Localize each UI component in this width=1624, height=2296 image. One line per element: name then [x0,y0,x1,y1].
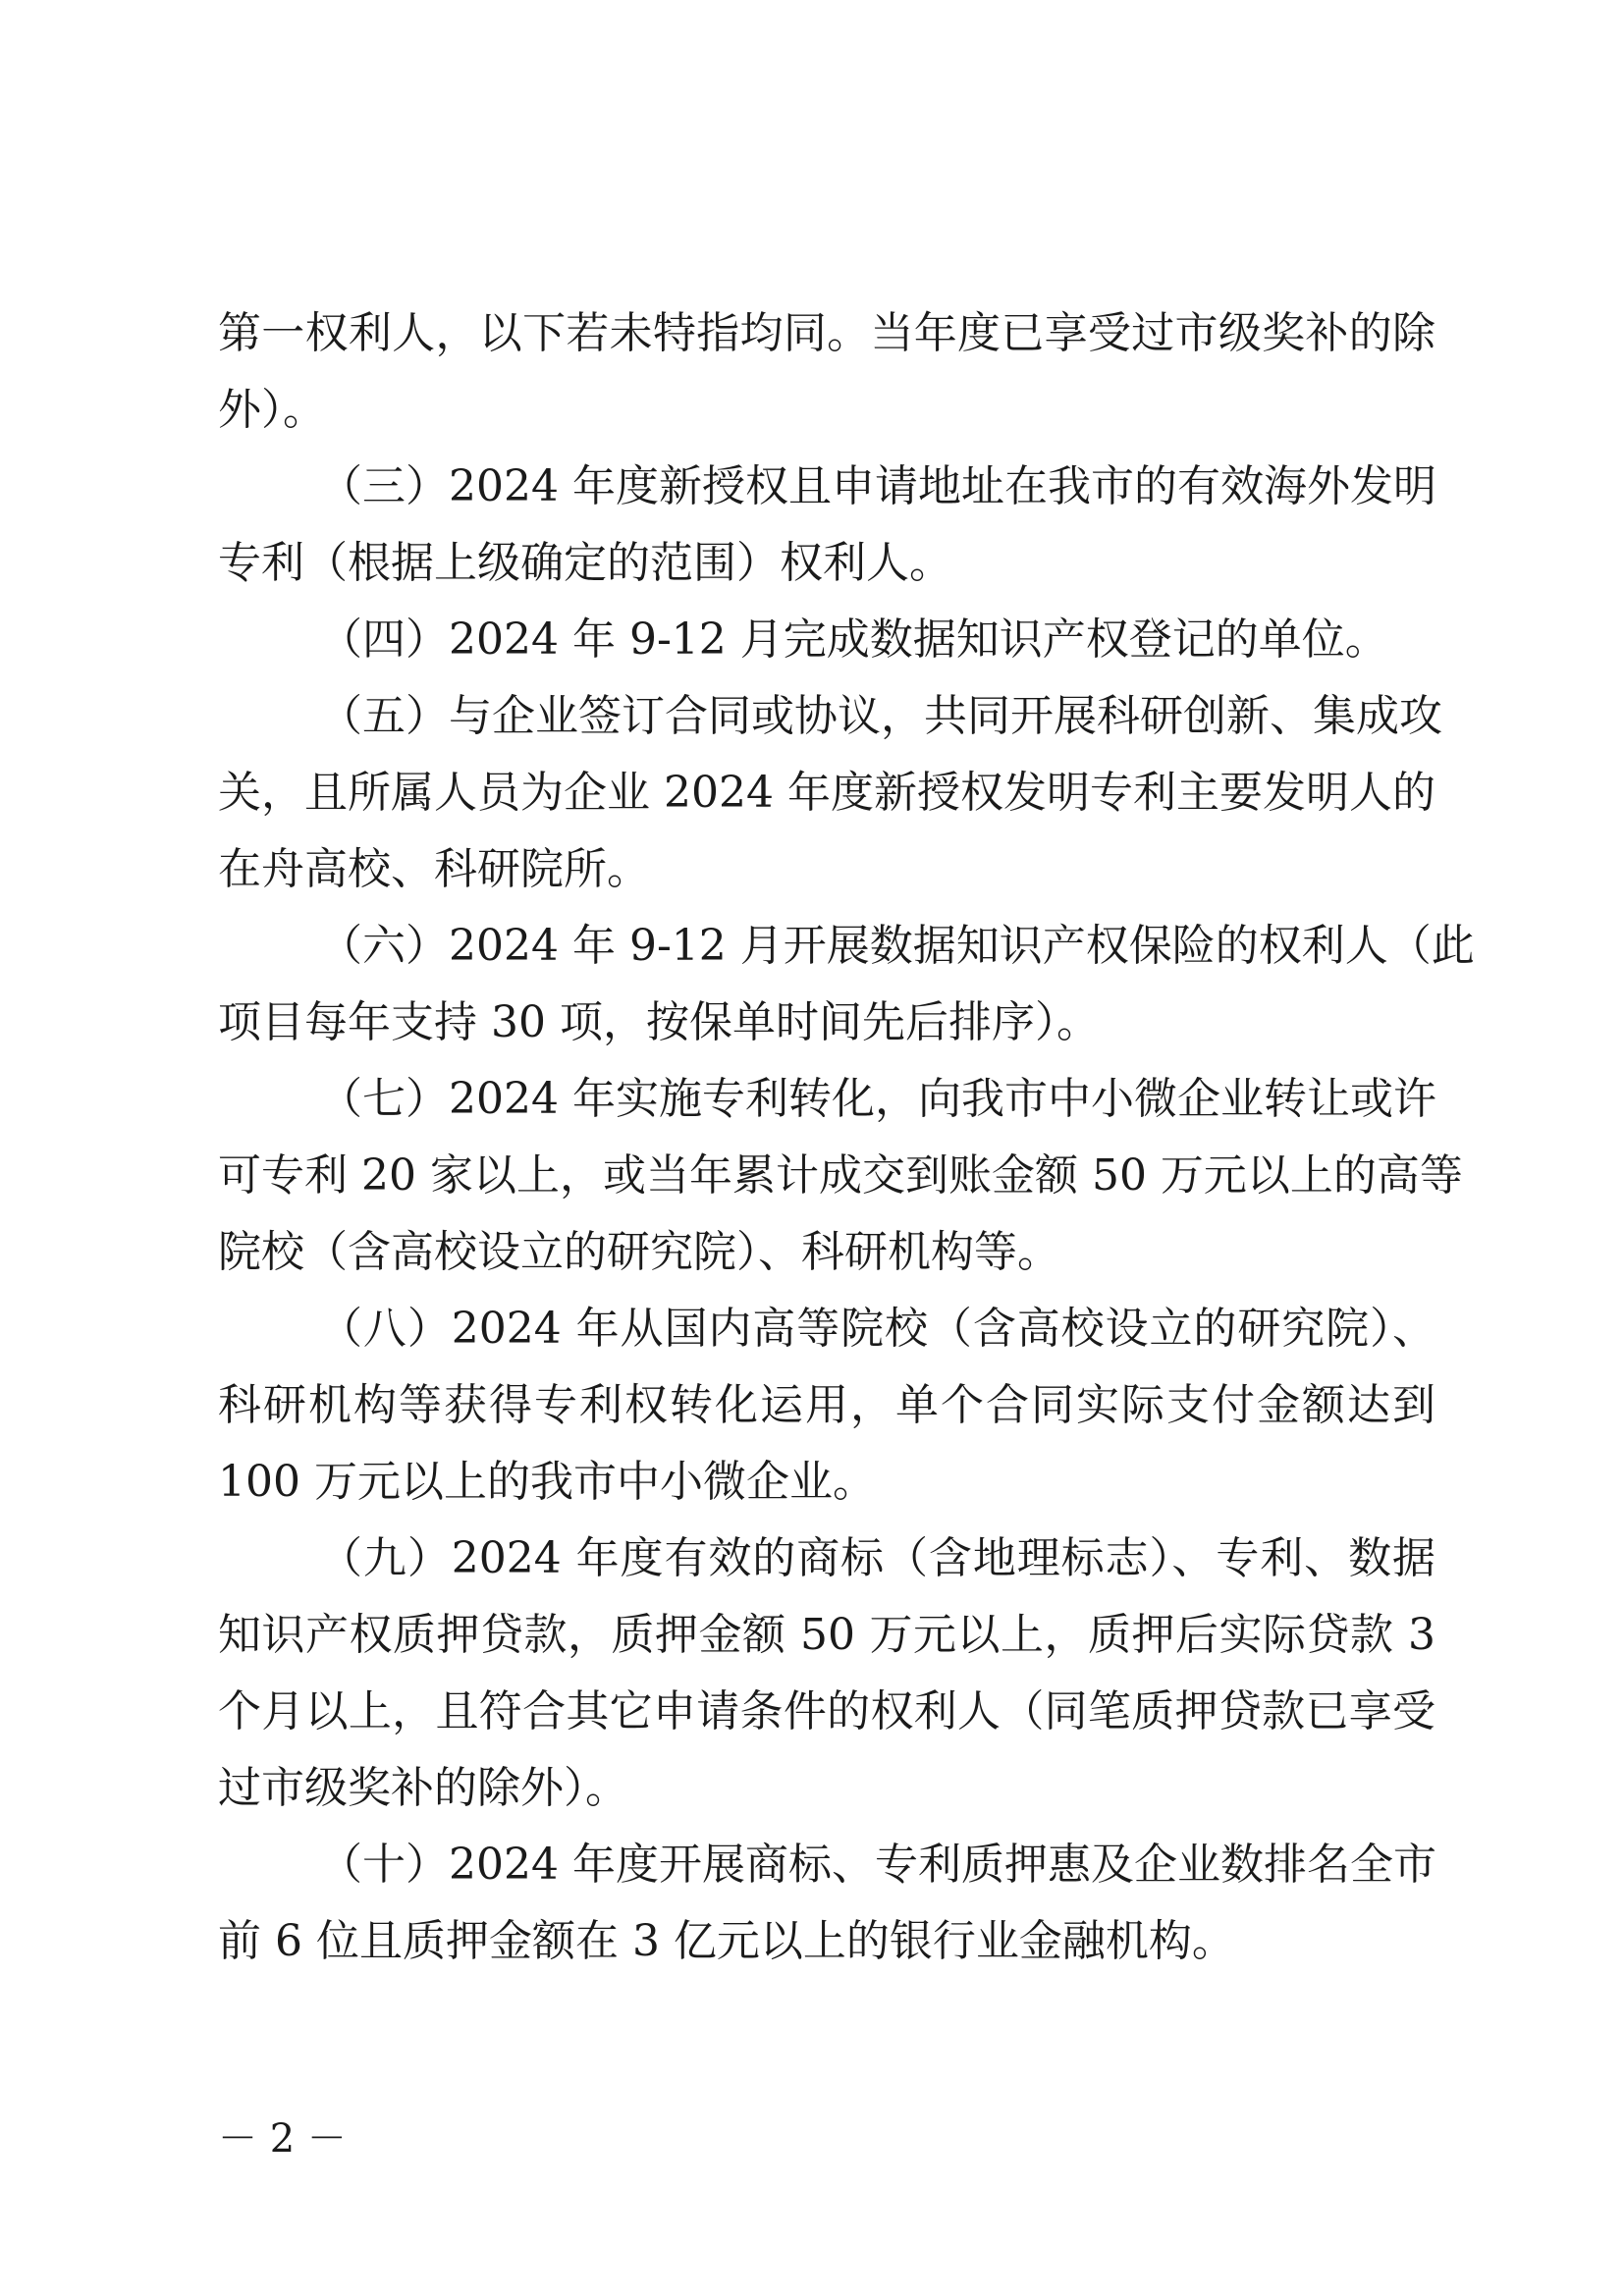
item-9-line-3: 个月以上，且符合其它申请条件的权利人（同笔质押贷款已享受 [218,1686,1435,1736]
item-6-line-1: （六）2024 年 9-12 月开展数据知识产权保险的权利人（此 [319,921,1475,971]
item-7-line-2: 可专利 20 家以上，或当年累计成交到账金额 50 万元以上的高等 [218,1150,1463,1201]
item-5-line-3: 在舟高校、科研院所。 [218,844,650,894]
item-7-line-1: （七）2024 年实施专利转化，向我市中小微企业转让或许 [319,1074,1436,1124]
item-5-line-1: （五）与企业签订合同或协议，共同开展科研创新、集成攻 [319,691,1442,741]
item-5-line-2: 关，且所属人员为企业 2024 年度新授权发明专利主要发明人的 [218,768,1435,818]
item-8-line-1: （八）2024 年从国内高等院校（含高校设立的研究院）、 [319,1304,1435,1354]
page-number: － 2 － [218,2116,347,2162]
item-10-line-1: （十）2024 年度开展商标、专利质押惠及企业数排名全市 [319,1840,1436,1890]
item-9-line-2: 知识产权质押贷款，质押金额 50 万元以上，质押后实际贷款 3 [218,1610,1435,1660]
text-line-1: 第一权利人，以下若未特指均同。当年度已享受过市级奖补的除 [218,308,1435,358]
item-10-line-2: 前 6 位且质押金额在 3 亿元以上的银行业金融机构。 [218,1916,1235,1966]
item-3-line-2: 专利（根据上级确定的范围）权利人。 [218,538,952,588]
item-4-line-1: （四）2024 年 9-12 月完成数据知识产权登记的单位。 [319,614,1388,665]
item-9-line-1: （九）2024 年度有效的商标（含地理标志）、专利、数据 [319,1533,1435,1583]
item-9-line-4: 过市级奖补的除外）。 [218,1763,628,1813]
text-line-2: 外）。 [218,385,326,435]
item-8-line-2: 科研机构等获得专利权转化运用，单个合同实际支付金额达到 [218,1380,1435,1430]
item-6-line-2: 项目每年支持 30 项，按保单时间先后排序）。 [218,997,1100,1047]
item-7-line-3: 院校（含高校设立的研究院）、科研机构等。 [218,1227,1060,1277]
item-8-line-3: 100 万元以上的我市中小微企业。 [218,1457,876,1507]
item-3-line-1: （三）2024 年度新授权且申请地址在我市的有效海外发明 [319,461,1436,511]
